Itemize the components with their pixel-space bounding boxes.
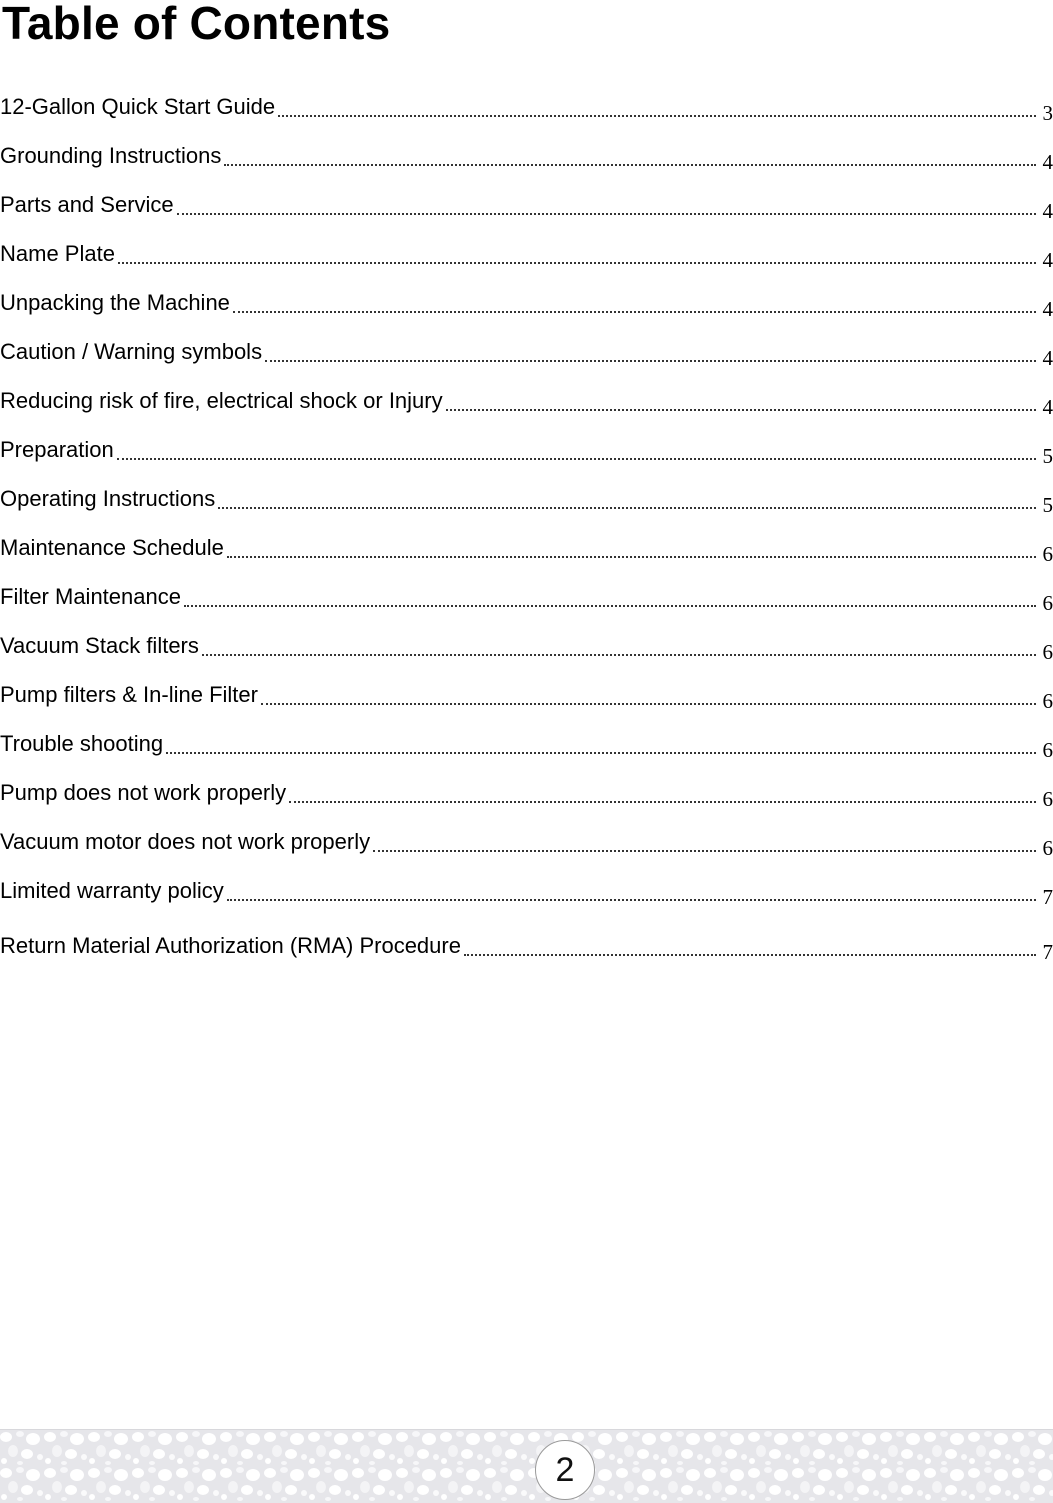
toc-entry-title: Vacuum motor does not work properly xyxy=(0,829,373,855)
toc-entry[interactable] xyxy=(0,280,1053,321)
page-title: Table of Contents xyxy=(2,0,391,49)
toc-entry[interactable] xyxy=(0,231,1053,272)
dot-pattern-decoration xyxy=(0,1430,1053,1503)
toc-entry[interactable] xyxy=(0,476,1053,517)
toc-entry-page: 5 xyxy=(1042,493,1053,517)
toc-entry-title: Trouble shooting xyxy=(0,731,166,757)
dot-leader xyxy=(265,360,1036,362)
dot-leader xyxy=(202,654,1036,656)
toc-entry[interactable] xyxy=(0,672,1053,713)
toc-entry-page: 7 xyxy=(1042,940,1053,964)
toc-entry-page: 5 xyxy=(1042,444,1053,468)
toc-entry-page: 3 xyxy=(1042,101,1053,125)
toc-entry-page: 4 xyxy=(1042,248,1053,272)
toc-entry[interactable] xyxy=(0,770,1053,811)
toc-entry[interactable] xyxy=(0,721,1053,762)
toc-entry-title: Grounding Instructions xyxy=(0,143,224,169)
toc-entry-page: 6 xyxy=(1042,836,1053,860)
toc-entry-title: Preparation xyxy=(0,437,117,463)
toc-entry-page: 4 xyxy=(1042,150,1053,174)
footer-band xyxy=(0,1429,1053,1503)
toc-entry-page: 4 xyxy=(1042,346,1053,370)
toc-entry[interactable] xyxy=(0,574,1053,615)
toc-entry-title: Name Plate xyxy=(0,241,118,267)
toc-entry[interactable] xyxy=(0,427,1053,468)
toc-entry[interactable] xyxy=(0,133,1053,174)
dot-leader xyxy=(373,850,1036,852)
dot-leader xyxy=(224,164,1036,166)
toc-entry[interactable] xyxy=(0,378,1053,419)
dot-leader xyxy=(118,262,1036,264)
toc-entry-page: 6 xyxy=(1042,591,1053,615)
toc-entry-page: 7 xyxy=(1042,885,1053,909)
toc-entry-title: Parts and Service xyxy=(0,192,177,218)
toc-entry-title: Reducing risk of fire, electrical shock or Injury xyxy=(0,388,446,414)
toc-entry-title: Pump does not work properly xyxy=(0,780,289,806)
toc-entry-page: 6 xyxy=(1042,787,1053,811)
toc-entry-title: Pump filters & In-line Filter xyxy=(0,682,261,708)
dot-leader xyxy=(278,115,1036,117)
toc-entry-page: 6 xyxy=(1042,640,1053,664)
page-number-badge: 2 xyxy=(535,1440,595,1500)
toc-entry[interactable] xyxy=(0,525,1053,566)
toc-entry[interactable] xyxy=(0,819,1053,860)
toc-entry-title: 12-Gallon Quick Start Guide xyxy=(0,94,278,120)
toc-entry-title: Maintenance Schedule xyxy=(0,535,227,561)
toc-entry-page: 6 xyxy=(1042,542,1053,566)
dot-leader xyxy=(227,899,1036,901)
toc-entry-page: 6 xyxy=(1042,738,1053,762)
toc-entry-title: Vacuum Stack filters xyxy=(0,633,202,659)
toc-entry-title: Limited warranty policy xyxy=(0,878,227,904)
dot-leader xyxy=(177,213,1036,215)
toc-entry[interactable] xyxy=(0,182,1053,223)
toc-entry-title: Operating Instructions xyxy=(0,486,218,512)
toc-entry[interactable] xyxy=(0,623,1053,664)
dot-leader xyxy=(464,954,1036,956)
dot-leader xyxy=(289,801,1036,803)
dot-leader xyxy=(117,458,1036,460)
dot-leader xyxy=(218,507,1036,509)
toc-entry-page: 4 xyxy=(1042,297,1053,321)
toc-entry-title: Unpacking the Machine xyxy=(0,290,233,316)
dot-leader xyxy=(184,605,1036,607)
dot-leader xyxy=(261,703,1036,705)
toc-entry-page: 6 xyxy=(1042,689,1053,713)
toc-entry-title: Return Material Authorization (RMA) Procedure xyxy=(0,933,464,959)
dot-leader xyxy=(446,409,1036,411)
dot-leader xyxy=(166,752,1036,754)
toc-entry[interactable] xyxy=(0,329,1053,370)
toc-entry-page: 4 xyxy=(1042,199,1053,223)
toc-entry[interactable] xyxy=(0,84,1053,125)
dot-leader xyxy=(233,311,1036,313)
dot-leader xyxy=(227,556,1036,558)
toc-entry[interactable] xyxy=(0,923,1053,964)
toc-entry-page: 4 xyxy=(1042,395,1053,419)
toc-entry-title: Caution / Warning symbols xyxy=(0,339,265,365)
toc-entry-title: Filter Maintenance xyxy=(0,584,184,610)
toc-entry[interactable] xyxy=(0,868,1053,909)
